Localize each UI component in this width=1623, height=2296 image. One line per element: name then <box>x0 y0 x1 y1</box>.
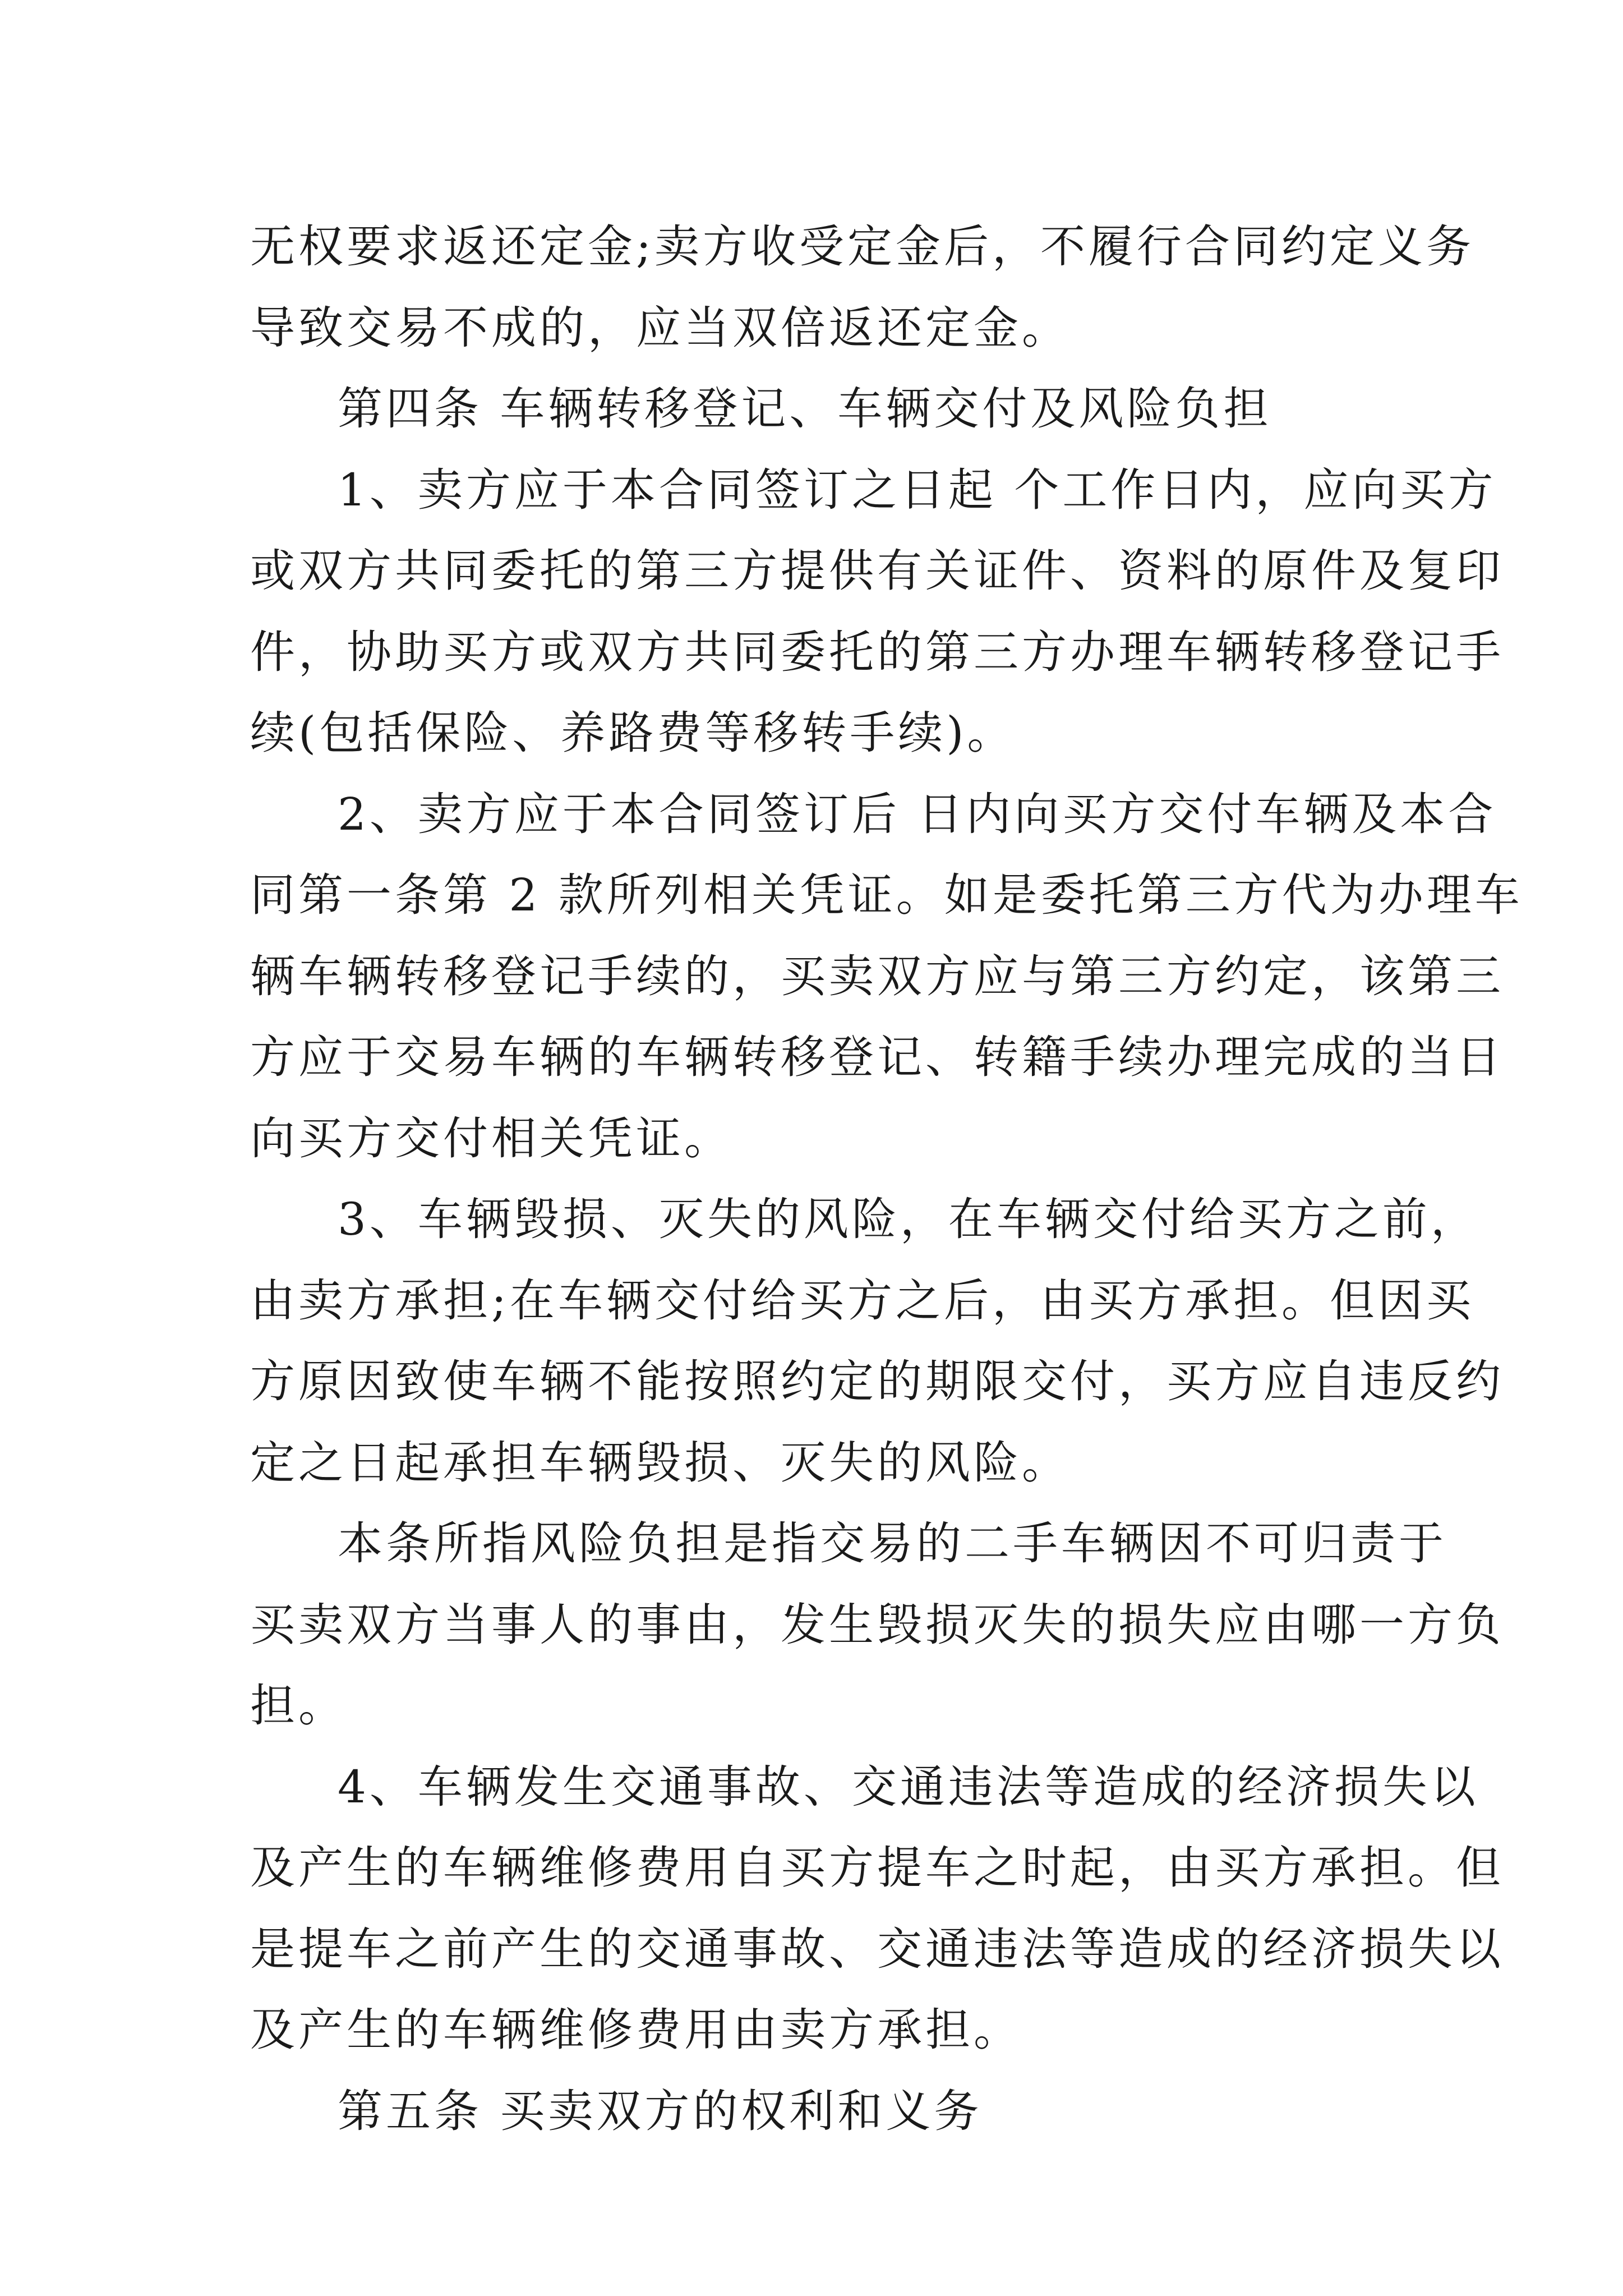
text-line: 1、卖方应于本合同签订之日起 个工作日内，应向买方 <box>338 463 1497 516</box>
text-line: 同第一条第 2 款所列相关凭证。如是委托第三方代为办理车 <box>250 869 1523 921</box>
text-line: 买卖双方当事人的事由，发生毁损灭失的损失应由哪一方负 <box>250 1598 1504 1651</box>
text-line: 辆车辆转移登记手续的，买卖双方应与第三方约定，该第三 <box>250 950 1504 1002</box>
text-line: 及产生的车辆维修费用自买方提车之时起，由买方承担。但 <box>250 1842 1504 1894</box>
text-line: 方应于交易车辆的车辆转移登记、转籍手续办理完成的当日 <box>250 1031 1504 1083</box>
text-line: 定之日起承担车辆毁损、灭失的风险。 <box>250 1436 1070 1489</box>
text-line: 件，协助买方或双方共同委托的第三方办理车辆转移登记手 <box>250 625 1504 678</box>
text-line: 由卖方承担;在车辆交付给买方之后，由买方承担。但因买 <box>250 1274 1474 1327</box>
text-line: 向买方交付相关凭证。 <box>250 1112 732 1165</box>
text-line: 第四条 车辆转移登记、车辆交付及风险负担 <box>338 383 1272 435</box>
text-line: 方原因致使车辆不能按照约定的期限交付，买方应自违反约 <box>250 1355 1504 1407</box>
text-line: 4、车辆发生交通事故、交通违法等造成的经济损失以 <box>338 1760 1479 1813</box>
text-line: 续(包括保险、养路费等移转手续)。 <box>250 707 1016 759</box>
text-line: 无权要求返还定金;卖方收受定金后，不履行合同约定义务 <box>250 220 1474 273</box>
text-line: 3、车辆毁损、灭失的风险，在车辆交付给买方之前， <box>338 1193 1479 1245</box>
text-line: 第五条 买卖双方的权利和义务 <box>338 2085 983 2137</box>
text-line: 是提车之前产生的交通事故、交通违法等造成的经济损失以 <box>250 1922 1504 1975</box>
contract-body <box>250 206 1523 2152</box>
text-line: 导致交易不成的，应当双倍返还定金。 <box>250 301 1070 354</box>
text-line: 及产生的车辆维修费用由卖方承担。 <box>250 2004 1022 2056</box>
text-line: 本条所指风险负担是指交易的二手车辆因不可归责于 <box>338 1517 1447 1570</box>
text-line: 或双方共同委托的第三方提供有关证件、资料的原件及复印 <box>250 545 1504 597</box>
text-line: 2、卖方应于本合同签订后 日内向买方交付车辆及本合 <box>338 788 1497 840</box>
text-line: 担。 <box>250 1680 347 1732</box>
